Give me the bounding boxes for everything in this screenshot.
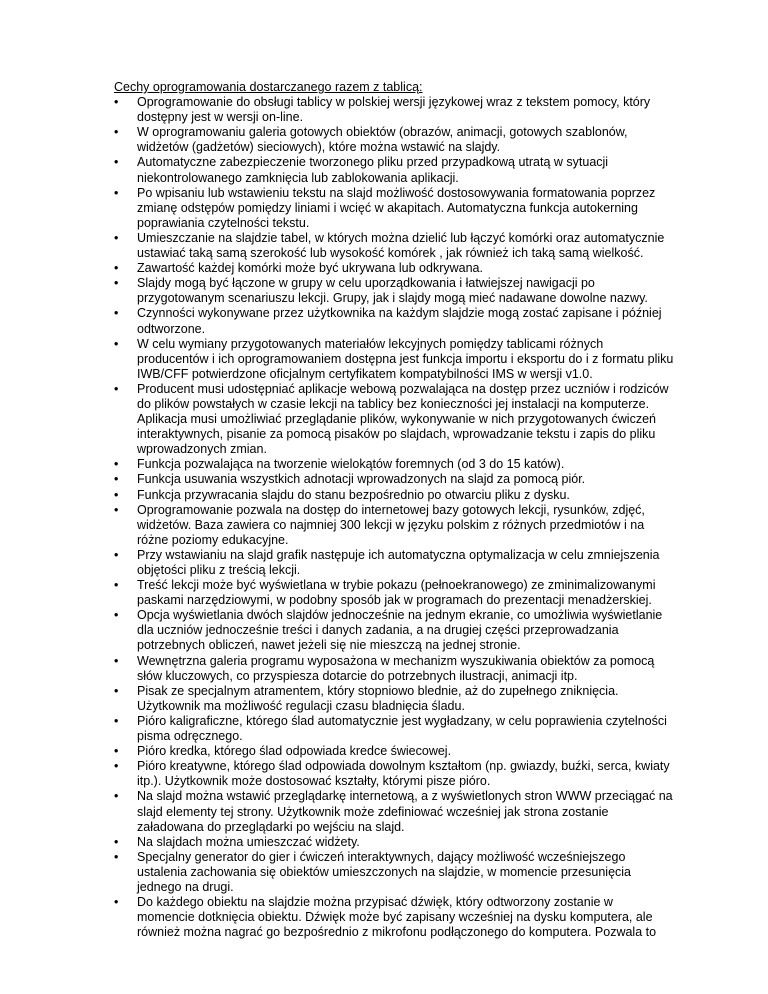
list-item: • Na slajdach można umieszczać widżety. (114, 835, 674, 850)
list-item: • Pióro kaligraficzne, którego ślad automatycznie jest wygładzany, w celu poprawienia czytelności pisma odręcznego. (114, 714, 674, 744)
list-item: • Wewnętrzna galeria programu wyposażona w mechanizm wyszukiwania obiektów za pomocą słów kluczowych, co przyspiesza dotarcie do potrzebnych ilustracji, animacji itp. (114, 654, 674, 684)
list-item: • Funkcja usuwania wszystkich adnotacji wprowadzonych na slajd za pomocą piór. (114, 472, 674, 487)
list-item: • Przy wstawianiu na slajd grafik następuje ich automatyczna optymalizacja w celu zmniejszenia objętości pliku z treścią lekcji. (114, 548, 674, 578)
list-item: • Treść lekcji może być wyświetlana w trybie pokazu (pełnoekranowego) ze zminimalizowanymi paskami narzędziowymi, w podobny sposób jak w programach do prezentacji menadżerskiej. (114, 578, 674, 608)
list-item: • Pisak ze specjalnym atramentem, który stopniowo blednie, aż do zupełnego zniknięcia. Użytkownik ma możliwość regulacji czasu bladnięcia śladu. (114, 684, 674, 714)
list-item: • Pióro kreatywne, którego ślad odpowiada dowolnym kształtom (np. gwiazdy, buźki, serca, kwiaty itp.). Użytkownik może dostosować kształty, którymi pisze pióro. (114, 759, 674, 789)
list-item: • Funkcja pozwalająca na tworzenie wielokątów foremnych (od 3 do 15 katów). (114, 457, 674, 472)
document-page (114, 80, 674, 940)
section-heading: Cechy oprogramowania dostarczanego razem z tablicą: (114, 80, 423, 94)
list-item: • Po wpisaniu lub wstawieniu tekstu na slajd możliwość dostosowywania formatowania poprzez zmianę odstępów pomiędzy liniami i wcięć w akapitach. Automatyczna funkcja autokerning poprawiania czytelności tekstu. (114, 186, 674, 231)
list-item: • Automatyczne zabezpieczenie tworzonego pliku przed przypadkową utratą w sytuacji niekontrolowanego zamknięcia lub zablokowania aplikacji. (114, 155, 674, 185)
list-item: • Na slajd można wstawić przeglądarkę internetową, a z wyświetlonych stron WWW przeciągać na slajd elementy tej strony. Użytkownik może zdefiniować wcześniej jak strona zostanie załadowana do przeglądarki po wejściu na slajd. (114, 789, 674, 834)
list-item: • Specjalny generator do gier i ćwiczeń interaktywnych, dający możliwość wcześniejszego ustalenia zachowania się obiektów umieszczonych na slajdzie, w momencie przesunięcia jednego na drugi. (114, 850, 674, 895)
list-item: • Umieszczanie na slajdzie tabel, w których można dzielić lub łączyć komórki oraz automatycznie ustawiać taką samą szerokość lub wysokość komórek , jak również ich taką samą wielkość. (114, 231, 674, 261)
list-item: • Oprogramowanie pozwala na dostęp do internetowej bazy gotowych lekcji, rysunków, zdjęć, widżetów. Baza zawiera co najmniej 300 lekcji w języku polskim z różnych przedmiotów i na różne poziomy edukacyjne. (114, 503, 674, 548)
list-item: • Zawartość każdej komórki może być ukrywana lub odkrywana. (114, 261, 674, 276)
list-item: • Oprogramowanie do obsługi tablicy w polskiej wersji językowej wraz z tekstem pomocy, który dostępny jest w wersji on-line. (114, 95, 674, 125)
list-item: • Opcja wyświetlania dwóch slajdów jednocześnie na jednym ekranie, co umożliwia wyświetlanie dla uczniów jednocześnie treści i danych zadania, a na drugiej części przeprowadzania potrzebnych obliczeń, nawet jeżeli się nie mieszczą na jednej stronie. (114, 608, 674, 653)
list-item: • Slajdy mogą być łączone w grupy w celu uporządkowania i łatwiejszej nawigacji po przygotowanym scenariuszu lekcji. Grupy, jak i slajdy mogą mieć nadawane dowolne nazwy. (114, 276, 674, 306)
list-item: • W oprogramowaniu galeria gotowych obiektów (obrazów, animacji, gotowych szablonów, widżetów (gadżetów) sieciowych), które można wstawić na slajdy. (114, 125, 674, 155)
list-item: • Funkcja przywracania slajdu do stanu bezpośrednio po otwarciu pliku z dysku. (114, 488, 674, 503)
list-item: • Pióro kredka, którego ślad odpowiada kredce świecowej. (114, 744, 674, 759)
list-item: • Do każdego obiektu na slajdzie można przypisać dźwięk, który odtworzony zostanie w momencie dotknięcia obiektu. Dźwięk może być zapisany wcześniej na dysku komputera, ale również można nagrać go bezpośrednio z mikrofonu podłączonego do komputera. Pozwala to (114, 895, 674, 940)
feature-list (114, 95, 674, 940)
list-item: • Czynności wykonywane przez użytkownika na każdym slajdzie mogą zostać zapisane i później odtworzone. (114, 306, 674, 336)
list-item: • Producent musi udostępniać aplikacje webową pozwalająca na dostęp przez uczniów i rodziców do plików powstałych w czasie lekcji na tablicy bez konieczności jej instalacji na komputerze. Aplikacja musi umożliwiać przeglądanie plików, wykonywanie w nich przygotowanych ćwiczeń interaktywnych, pisanie za pomocą pisaków po slajdach, wprowadzanie tekstu i zapis do pliku wprowadzonych zmian. (114, 382, 674, 457)
list-item: • W celu wymiany przygotowanych materiałów lekcyjnych pomiędzy tablicami różnych producentów i ich oprogramowaniem dostępna jest funkcja importu i eksportu do i z formatu pliku IWB/CFF potwierdzone oficjalnym certyfikatem kompatybilności IMS w wersji v1.0. (114, 337, 674, 382)
